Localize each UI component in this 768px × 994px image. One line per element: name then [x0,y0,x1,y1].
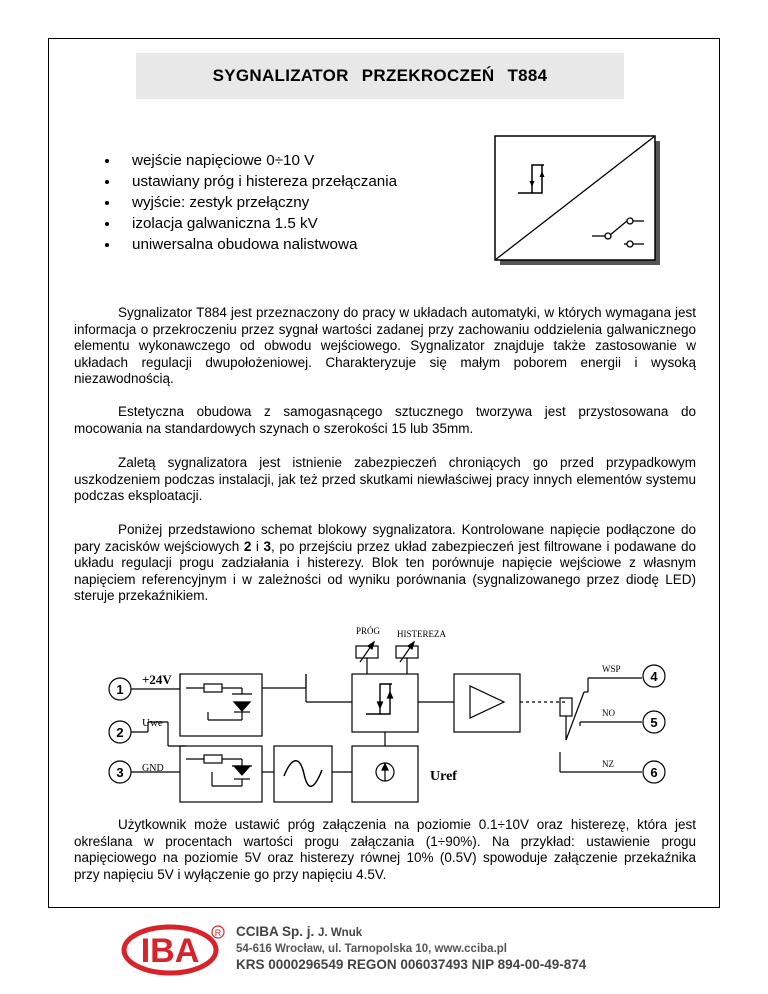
terminal-4: 4 [650,669,658,684]
p4-terminal-3: 3 [263,538,272,554]
device-symbol-icon [494,135,664,269]
feature-item: • ustawiany próg i histereza przełączania [120,171,397,192]
paragraph-housing: Estetyczna obudowa z samogasnącego sztucznego tworzywa jest przystosowana do mocowania na standardowych szynach o szerokości 15 lub 35mm. [74,404,696,436]
label-histereza: HISTEREZA [397,629,446,639]
logo-text: IBA [140,932,200,970]
paragraph-settings: Użytkownik może ustawić próg załączenia na poziomie 0.1÷10V oraz histerezę, która jest określana w procentach wartości progu załączania (1÷90%). Na przykład: ustawienie progu napięciowego na poziomie 5V oraz histerezy równej 10% (0.5V) spowoduje załączenie przekaźnika przy napięciu 5V i wyłączenie go przy napięciu 4.5V. [74,817,696,882]
feature-list [98,150,397,255]
block-diagram [108,622,674,812]
p4-text-c: , po przejściu przez układ zabezpieczeń jest filtrowane i podawane do układu regulacji progu zadziałania i histerezy. Blok ten porównuje napięcie wejściowe z własnym napięciem referencyjnym i w zależności od wyniku porównania (sygnalizowanego przez diodę LED) steruje przekaźnikiem. [74,538,696,604]
paragraph-block-diagram [74,522,696,605]
label-prog: PRÓG [356,626,381,636]
feature-item: • wyjście: zestyk przełączny [120,192,397,213]
company-address: 54-616 Wrocław, ul. Tarnopolska 10, www.cciba.pl [236,943,507,955]
label-wsp: WSP [602,664,621,674]
title-box [136,53,624,99]
footer-info [236,924,586,972]
terminal-1: 1 [116,682,124,697]
p4-terminal-2: 2 [243,538,252,554]
terminal-6: 6 [650,765,658,780]
label-nz: NZ [602,759,614,769]
feature-item: • izolacja galwaniczna 1.5 kV [120,213,397,234]
feature-item: • uniwersalna obudowa nalistwowa [120,234,397,255]
paragraph-intro: Sygnalizator T884 jest przeznaczony do pracy w układach automatyki, w których wymagana jest informacja o przekroczeniu przez sygnał wartości zadanej przy zachowaniu oddzielenia galwanicznego elementu wykonawczego od obwodu wejściowego. Sygnalizator znajduje także zastosowanie w układach regulacji dwupołożeniowej. Charakteryzuje się małym poborem energii i wysoką niezawodnością. [74,305,696,387]
label-gnd: GND [142,763,164,774]
company-registry: KRS 0000296549 REGON 006037493 NIP 894-00-49-874 [236,957,587,972]
terminal-3: 3 [116,765,124,780]
p4-text-mid: i [251,538,264,554]
p4-text-a: Poniżej przedstawiono schemat blokowy sygnalizatora. Kontrolowane napięcie podłączone do pary zacisków wejściowych [74,522,696,554]
company-name: CCIBA Sp. j. [236,924,315,939]
company-line [236,924,586,939]
terminal-5: 5 [650,715,658,730]
label-uref: Uref [430,769,457,784]
company-logo [120,918,228,976]
terminal-2: 2 [116,725,124,740]
page-title: SYGNALIZATOR PRZEKROCZEŃ T884 [212,66,548,85]
label-no: NO [602,708,615,718]
feature-item: • wejście napięciowe 0÷10 V [120,150,397,171]
label-24v: +24V [142,672,172,687]
logo-registered: R [214,928,222,938]
paragraph-protection: Zaletą sygnalizatora jest istnienie zabezpieczeń chroniących go przed przypadkowym uszkodzeniem podczas instalacji, jak też przed skutkami niewłaściwej pracy innych elementów systemu podczas eksploatacji. [74,455,696,504]
company-owner: J. Wnuk [318,927,363,939]
label-uwe: Uwe [142,717,163,729]
